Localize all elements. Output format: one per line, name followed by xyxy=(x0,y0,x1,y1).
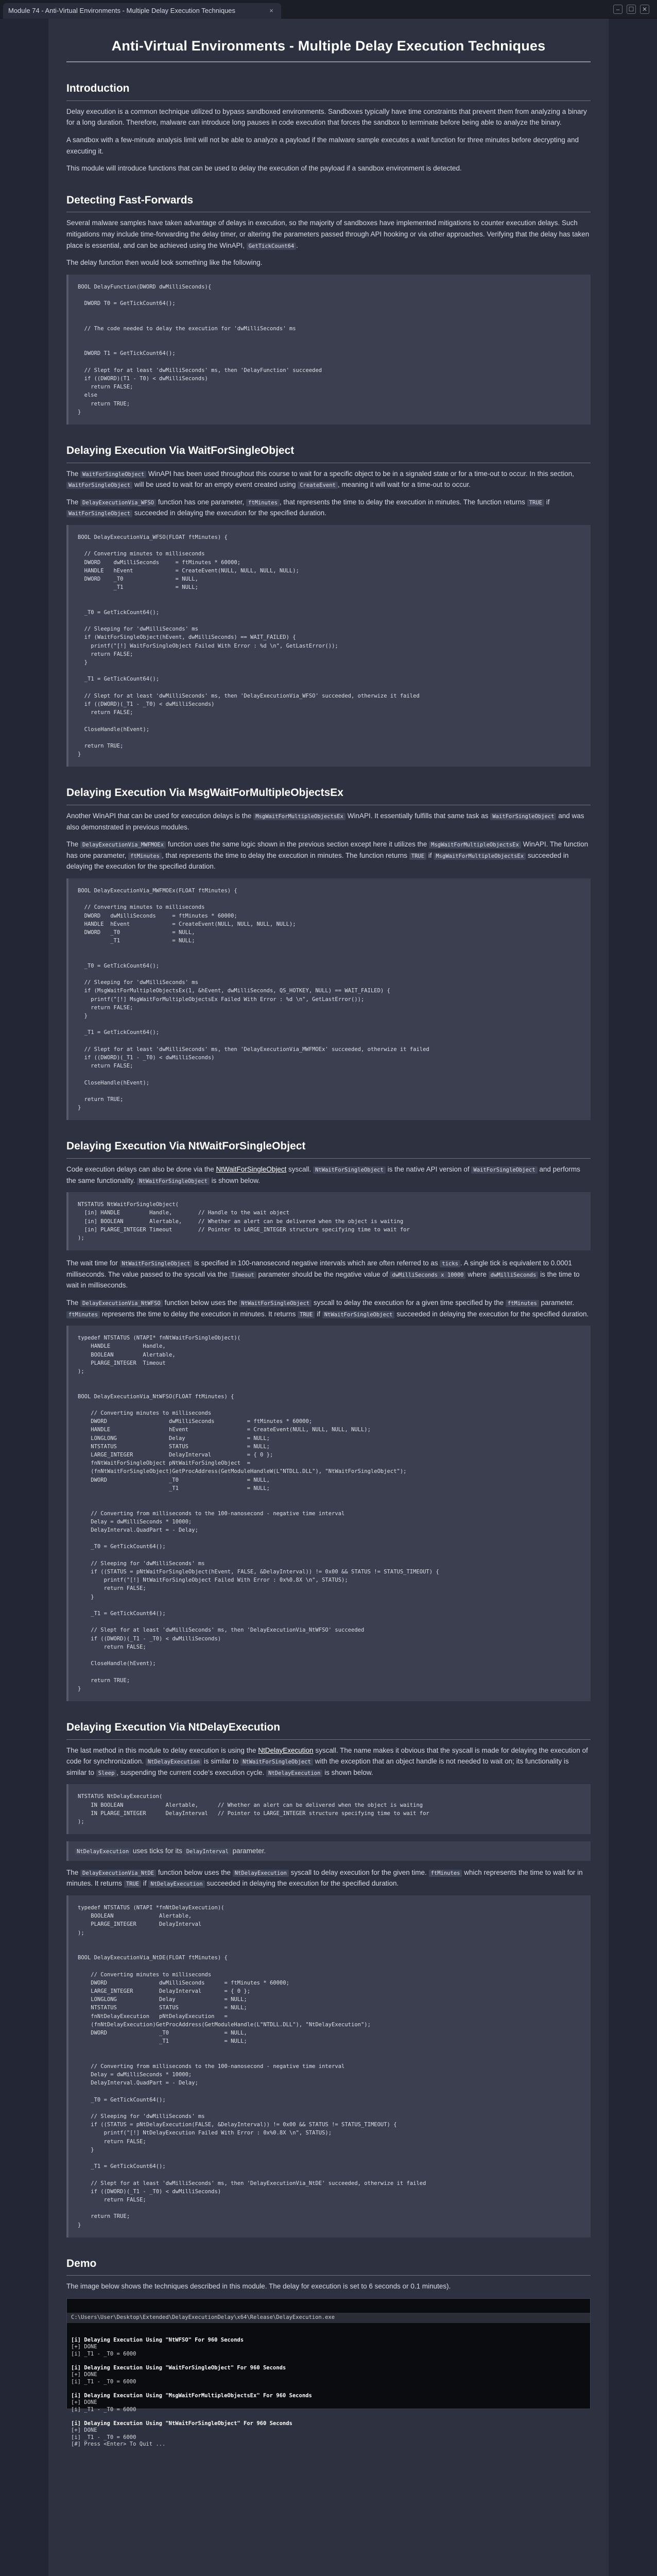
demo-heading: Demo xyxy=(66,2257,97,2269)
tab-title: Module 74 - Anti-Virtual Environments - Multiple Delay Execution Techniques xyxy=(8,6,236,14)
code-block-wfso[interactable]: BOOL DelayExecutionVia_WFSO(FLOAT ftMinutes) { // Converting minutes to milliseconds DWORD dwMilliSeconds = ftMinutes * 60000; HANDLE hEvent = CreateEvent(NULL, NULL, NULL, NULL); DWORD _T0 = NULL, _T1 = NULL; _T0 = GetTickCount64(); // Sleeping for 'dwMilliSeconds' ms if (WaitForSingleObject(hEvent, dwMilliSeconds) == WAIT_FAILED) { printf("[!] WaitForSingleObject Failed With Error : %d \n", GetLastError()); return FALSE; } _T1 = GetTickCount64(); // Slept for at least 'dwMilliSeconds' ms, then 'DelayExecutionVia_WFSO' succeeded, otherwize it failed if ((DWORD)(_T1 - _T0) < dwMilliSeconds) return FALSE; CloseHandle(hEvent); return TRUE; } xyxy=(66,525,591,767)
terminal-line: [i] Delaying Execution Using "WaitForSingleObject" For 960 Seconds xyxy=(71,2364,286,2371)
terminal-line xyxy=(67,2358,590,2365)
tab-close-icon[interactable]: × xyxy=(269,6,273,14)
ntwfso-paragraph-2: The wait time for NtWaitForSingleObject is specified in 100-nanosecond negative intervals which are often referred to as ticks . A single tick is equivalent to 0.0001 milliseconds. The value passed to the syscall via the Timeout parameter should be the negative value of dwMilliSeconds x 10000 where dwMilliSeconds is the time to wait in milliseconds. xyxy=(66,1259,580,1290)
ntde-note: NtDelayExecution uses ticks for its DelayInterval parameter. xyxy=(66,1841,591,1861)
title-divider xyxy=(66,61,591,62)
intro-paragraph-1: Delay execution is a common technique utilized to bypass sandboxed environments. Sandboxes typically have time constraints that prevent them from analyzing a binary for a long duration. Therefore, malware can introduce long pauses in code execution that forces the sandbox to terminate before being able to analyze the binary. xyxy=(66,107,587,127)
code-block-delay-function[interactable]: BOOL DelayFunction(DWORD dwMilliSeconds){ DWORD T0 = GetTickCount64(); // The code needed to delay the execution for 'dwMilliSeconds' ms DWORD T1 = GetTickCount64(); // Slept for at least 'dwMilliSeconds' ms, then 'DelayFunction' succeeded if ((DWORD)(T1 - T0) < dwMilliSeconds) return FALSE; else return TRUE; } xyxy=(66,275,591,425)
browser-tab-bar xyxy=(0,0,657,19)
inline-code: GetTickCount64 xyxy=(247,243,297,250)
fast-forward-heading: Detecting Fast-Forwards xyxy=(66,194,194,206)
code-block-ntde[interactable]: typedef NTSTATUS (NTAPI *fnNtDelayExecution)( BOOLEAN Alertable, PLARGE_INTEGER DelayInterval ); BOOL DelayExecutionVia_NtDE(FLOAT ftMinutes) { // Converting minutes to milliseconds DWORD dwMilliSeconds = ftMinutes * 60000; LARGE_INTEGER DelayInterval = { 0 }; LONGLONG Delay = NULL; NTSTATUS STATUS = NULL; fnNtDelayExecution pNtDelayExecution = (fnNtDelayExecution)GetProcAddress(GetModuleHandle(L"NTDLL.DLL"), "NtDelayExecution"); DWORD _T0 = NULL, _T1 = NULL; // Converting from milliseconds to the 100-nanosecond - negative time interval Delay = dwMilliSeconds * 10000; DelayInterval.QuadPart = - Delay; _T0 = GetTickCount64(); // Sleeping for 'dwMilliSeconds' ms if ((STATUS = pNtDelayExecution(FALSE, &DelayInterval)) != 0x00 && STATUS != STATUS_TIMEOUT) { printf("[!] NtDelayExecution Failed With Error : 0x%0.8X \n", STATUS); return FALSE; } _T1 = GetTickCount64(); // Slept for at least 'dwMilliSeconds' ms, then 'DelayExecutionVia_NtDE' succeeded, otherwize it failed if ((DWORD)(_T1 - _T0) < dwMilliSeconds) return FALSE; return TRUE; } xyxy=(66,1895,591,2238)
terminal-line: [+] DONE xyxy=(71,2344,97,2350)
page-title: Anti-Virtual Environments - Multiple Delay Execution Techniques xyxy=(111,38,546,54)
terminal-line: [+] DONE xyxy=(71,2427,97,2434)
active-tab[interactable] xyxy=(3,3,281,19)
ntde-paragraph-1: The last method in this module to delay execution is using the NtDelayExecution syscall. The name makes it obvious that the syscall is made for delaying the execution of code for synchronization. NtDelayExecution is similar to NtWaitForSingleObject with the exception that an object handle is not needed to wait on; its functionality is similar to Sleep , suspending the current code's execution cycle. NtDelayExecution is shown below. xyxy=(66,1746,588,1776)
module-content xyxy=(48,19,609,2576)
fast-forward-paragraph-1: Several malware samples have taken advantage of delays in execution, so the majority of sandboxes have implemented mitigations to counter execution delays. Such mitigations may include time-forwarding the delay timer, or altering the parameters passed through API hooking or via other approaches. Verifying that the delay has taken place is essential, and can be achieved using the WinAPI, GetTickCount64 . xyxy=(66,219,590,249)
terminal-line xyxy=(67,2413,590,2420)
terminal-title: C:\Users\User\Desktop\Extended\DelayExecutionDelay\x64\Release\DelayExecution.exe xyxy=(67,2313,590,2323)
terminal-line: [i] _T1 - _T0 = 6000 xyxy=(71,2350,136,2357)
code-block-ntwfso-prototype[interactable]: NTSTATUS NtWaitForSingleObject( [in] HANDLE Handle, // Handle to the wait object [in] BOOLEAN Alertable, // Whether an alert can be delivered when the object is waiting [in] PLARGE_INTEGER Timeout // Pointer to LARGE_INTEGER structure specifying time to wait for ); xyxy=(66,1192,591,1250)
code-block-ntde-prototype[interactable]: NTSTATUS NtDelayExecution( IN BOOLEAN Alertable, // Whether an alert can be delivered when the object is waiting IN PLARGE_INTEGER DelayInterval // Pointer to LARGE_INTEGER structure specifying time to wait for ); xyxy=(66,1784,591,1834)
ntwfso-heading: Delaying Execution Via NtWaitForSingleObject xyxy=(66,1140,306,1153)
section-divider xyxy=(66,1739,591,1740)
terminal-line: [i] Delaying Execution Using "NtWFSO" For 960 Seconds xyxy=(71,2336,244,2343)
section-divider xyxy=(66,100,591,101)
terminal-line xyxy=(67,2385,590,2393)
code-block-mwfmo[interactable]: BOOL DelayExecutionVia_MWFMOEx(FLOAT ftMinutes) { // Converting minutes to milliseconds DWORD dwMilliSeconds = ftMinutes * 60000; HANDLE hEvent = CreateEvent(NULL, NULL, NULL, NULL); DWORD _T0 = NULL, _T1 = NULL; _T0 = GetTickCount64(); // Sleeping for 'dwMilliSeconds' ms if (MsgWaitForMultipleObjectsEx(1, &hEvent, dwMilliSeconds, QS_HOTKEY, NULL) == WAIT_FAILED) { printf("[!] MsgWaitForMultipleObjectsEx Failed With Error : %d \n", GetLastError()); return FALSE; } _T1 = GetTickCount64(); // Slept for at least 'dwMilliSeconds' ms, then 'DelayExecutionVia_MWFMOEx' succeeded, otherwize it failed if ((DWORD)(_T1 - _T0) < dwMilliSeconds) return FALSE; CloseHandle(hEvent); return TRUE; } xyxy=(66,878,591,1120)
section-divider xyxy=(66,2275,591,2276)
ntwfso-paragraph-1: Code execution delays can also be done via the NtWaitForSingleObject syscall. NtWaitForSingleObject is the native API version of WaitForSingleObject and performs the same functionality. NtWaitForSingleObject is shown below. xyxy=(66,1165,580,1184)
terminal-output xyxy=(67,2337,590,2448)
mwfmo-heading: Delaying Execution Via MsgWaitForMultipleObjectsEx xyxy=(66,787,343,799)
terminal-line: [i] _T1 - _T0 = 6000 xyxy=(71,2406,136,2413)
intro-paragraph-3: This module will introduce functions that can be used to delay the execution of the payload if a sandbox environment is detected. xyxy=(66,164,462,173)
fast-forward-paragraph-2: The delay function then would look something like the following. xyxy=(66,259,263,267)
close-window-icon[interactable]: ✕ xyxy=(640,5,649,14)
demo-paragraph: The image below shows the techniques described in this module. The delay for execution is set to 6 seconds or 0.1 minutes). xyxy=(66,2282,451,2291)
wfso-paragraph-1: The WaitForSingleObject WinAPI has been used throughout this course to wait for a specific object to be in a signaled state or for a time-out to occur. In this section, WaitForSingleObject will be used to wait for an empty event created using CreateEvent , meaning it will wait for a time-out to occur. xyxy=(66,469,574,489)
terminal-line: [#] Press <Enter> To Quit ... xyxy=(71,2441,166,2448)
wfso-heading: Delaying Execution Via WaitForSingleObject xyxy=(66,444,295,456)
mwfmo-paragraph-1: Another WinAPI that can be used for execution delays is the MsgWaitForMultipleObjectsEx WinAPI. It essentially fulfills that same task as WaitForSingleObject and was also demonstrated in previous modules. xyxy=(66,812,584,831)
intro-paragraph-2: A sandbox with a few-minute analysis limit will not be able to analyze a payload if the malware sample executes a wait function for three minutes before decrypting and executing it. xyxy=(66,135,579,155)
ntwfso-paragraph-3: The DelayExecutionVia_NtWFSO function below uses the NtWaitForSingleObject syscall to delay the execution for a given time specified by the ftMinutes parameter. ftMinutes represents the time to delay the execution in minutes. It returns TRUE if NtWaitForSingleObject succeeded in delaying the execution for the specified duration. xyxy=(66,1299,589,1318)
ntde-paragraph-3: The DelayExecutionVia_NtDE function below uses the NtDelayExecution syscall to delay execution for the given time. ftMinutes which represents the time to wait for in minutes. It returns TRUE if NtDelayExecution succeeded in delaying the execution for the specified duration. xyxy=(66,1868,583,1888)
terminal-line: [+] DONE xyxy=(71,2399,97,2406)
terminal-line: [i] Delaying Execution Using "MsgWaitForMultipleObjectsEx" For 960 Seconds xyxy=(71,2392,312,2399)
ntdelayexecution-link[interactable]: NtDelayExecution xyxy=(258,1746,314,1754)
terminal-line: [i] _T1 - _T0 = 6000 xyxy=(71,2378,136,2385)
terminal-line: [i] Delaying Execution Using "NtWaitForSingleObject" For 960 Seconds xyxy=(71,2420,292,2427)
ntwaitforsingleobject-link[interactable]: NtWaitForSingleObject xyxy=(216,1165,287,1174)
maximize-icon[interactable]: ☐ xyxy=(627,5,636,14)
demo-terminal-screenshot xyxy=(66,2298,591,2448)
mwfmo-paragraph-2: The DelayExecutionVia_MWFMOEx function uses the same logic shown in the previous section except here it utilizes the MsgWaitForMultipleObjectsEx WinAPI. The function has one parameter, ftMinutes , that represents the time to delay the execution in minutes. The function returns TRUE if MsgWaitForMultipleObjectsEx succeeded in delaying the execution for the specified duration. xyxy=(66,840,589,871)
minimize-icon[interactable]: – xyxy=(613,5,623,14)
code-block-ntwfso[interactable]: typedef NTSTATUS (NTAPI* fnNtWaitForSingleObject)( HANDLE Handle, BOOLEAN Alertable, PLARGE_INTEGER Timeout ); BOOL DelayExecutionVia_NtWFSO(FLOAT ftMinutes) { // Converting minutes to milliseconds DWORD dwMilliSeconds = ftMinutes * 60000; HANDLE hEvent = CreateEvent(NULL, NULL, NULL, NULL); LONGLONG Delay = NULL; NTSTATUS STATUS = NULL; LARGE_INTEGER DelayInterval = { 0 }; fnNtWaitForSingleObject pNtWaitForSingleObject = (fnNtWaitForSingleObject)GetProcAddress(GetModuleHandleW(L"NTDLL.DLL"), "NtWaitForSingleObject"); DWORD _T0 = NULL, _T1 = NULL; // Converting from milliseconds to the 100-nanosecond - negative time interval Delay = dwMilliSeconds * 10000; DelayInterval.QuadPart = - Delay; _T0 = GetTickCount64(); // Sleeping for 'dwMilliSeconds' ms if ((STATUS = pNtWaitForSingleObject(hEvent, FALSE, &DelayInterval)) != 0x00 && STATUS != STATUS_TIMEOUT) { printf("[!] NtWaitForSingleObject Failed With Error : 0x%0.8X \n", STATUS); return FALSE; } _T1 = GetTickCount64(); // Slept for at least 'dwMilliSeconds' ms, then 'DelayExecutionVia_NtWFSO' succeeded if ((DWORD)(_T1 - _T0) < dwMilliSeconds) return FALSE; CloseHandle(hEvent); return TRUE; } xyxy=(66,1326,591,1701)
wfso-paragraph-2: The DelayExecutionVia_WFSO function has one parameter, ftMinutes , that represents the time to delay the execution in minutes. The function returns TRUE if WaitForSingleObject succeeded in delaying the execution for the specified duration. xyxy=(66,498,550,517)
terminal-line: [+] DONE xyxy=(71,2371,97,2378)
terminal-line: [i] _T1 - _T0 = 6000 xyxy=(71,2434,136,2441)
intro-heading: Introduction xyxy=(66,82,130,95)
ntde-heading: Delaying Execution Via NtDelayExecution xyxy=(66,1721,281,1733)
section-divider xyxy=(66,1158,591,1159)
